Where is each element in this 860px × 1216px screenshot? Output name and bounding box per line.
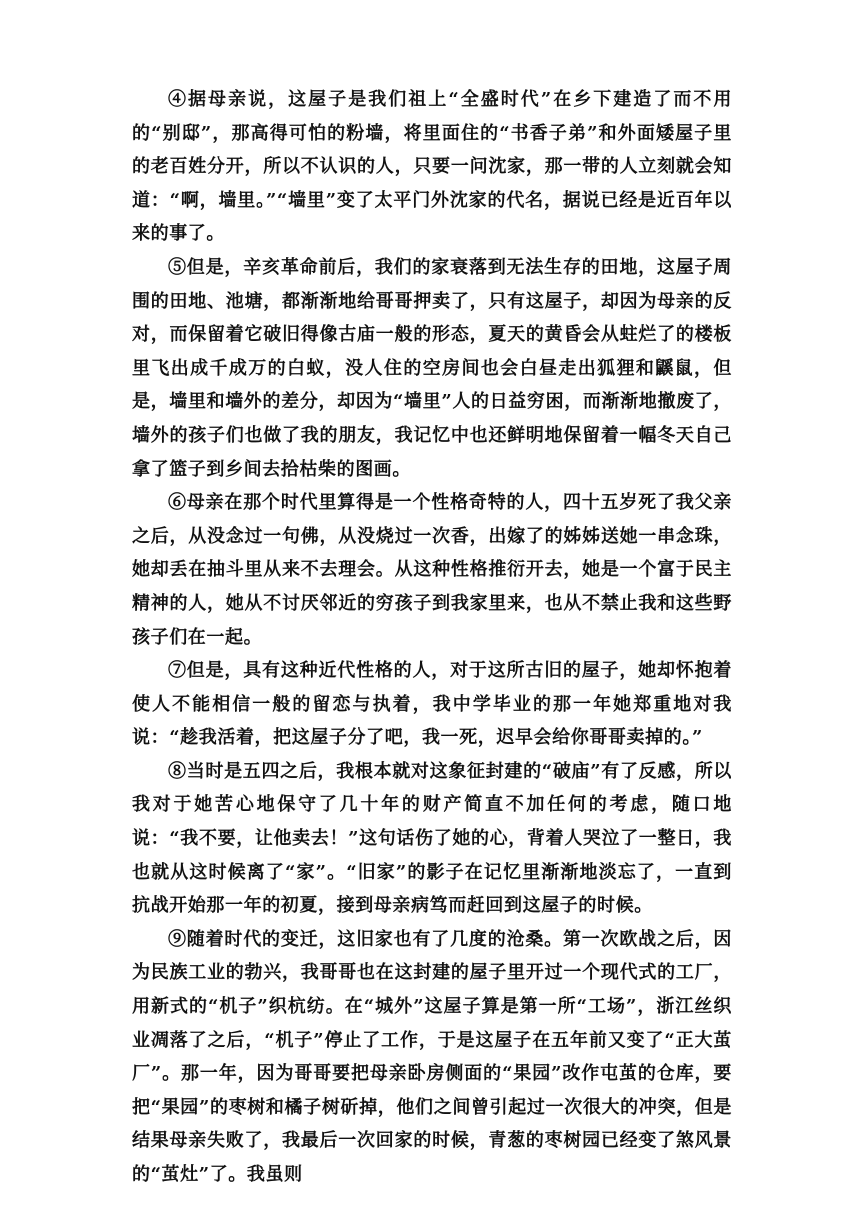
paragraph-5: ⑤但是，辛亥革命前后，我们的家衰落到无法生存的田地，这屋子周围的田地、池塘，都渐渐地给哥哥押卖了，只有这屋子，却因为母亲的反对，而保留着它破旧得像古庙一般的形态，夏天的黄昏会从蛀烂了的楼板里飞出成千成万的白蚁，没人住的空房间也会白昼走出狐狸和鼷鼠，但是，墙里和墙外的差分，却因为“墙里”人的日益穷困，而渐渐地撤废了，墙外的孩子们也做了我的朋友，我记忆中也还鲜明地保留着一幅冬天自己拿了篮子到乡间去拾枯柴的图画。 [132,256,732,480]
paragraph-6: ⑥母亲在那个时代里算得是一个性格奇特的人，四十五岁死了我父亲之后，从没念过一句佛，从没烧过一次香，出嫁了的姊姊送她一串念珠，她却丢在抽斗里从来不去理会。从这种性格推衍开去，她是一个富于民主精神的人，她从不讨厌邻近的穷孩子到我家里来，也从不禁止我和这些野孩子们在一起。 [132,492,732,648]
paragraph-9: ⑨随着时代的变迁，这旧家也有了几度的沧桑。第一次欧战之后，因为民族工业的勃兴，我哥哥也在这封建的屋子里开过一个现代式的工厂，用新式的“机子”织杭纺。在“城外”这屋子算是第一所“工场”，浙江丝织业凋落了之后，“机子”停止了工作，于是这屋子在五年前又变了“正大茧厂”。那一年，因为哥哥要把母亲卧房侧面的“果园”改作屯茧的仓库，要把“果园”的枣树和橘子树斫掉，他们之间曾引起过一次很大的冲突，但是结果母亲失败了，我最后一次回家的时候，青葱的枣树园已经变了煞风景的“茧灶”了。我虽则 [132,928,732,1185]
paragraph-8: ⑧当时是五四之后，我根本就对这象征封建的“破庙”有了反感，所以我对于她苦心地保守了几十年的财产简直不加任何的考虑，随口地说：“我不要，让他卖去！”这句话伤了她的心，背着人哭泣了一整日，我也就从这时候离了“家”。“旧家”的影子在记忆里渐渐地淡忘了，一直到抗战开始那一年的初夏，接到母亲病笃而赶回到这屋子的时候。 [132,760,732,917]
paragraph-4: ④据母亲说，这屋子是我们祖上“全盛时代”在乡下建造了而不用的“别邸”，那高得可怕的粉墙，将里面住的“书香子弟”和外面矮屋子里的老百姓分开，所以不认识的人，只要一问沈家，那一带的人立刻就会知道：“啊，墙里。”“墙里”变了太平门外沈家的代名，据说已经是近百年以来的事了。 [132,89,732,245]
paragraph-7: ⑦但是，具有这种近代性格的人，对于这所古旧的屋子，她却怀抱着使人不能相信一般的留恋与执着，我中学毕业的那一年她郑重地对我说：“趁我活着，把这屋子分了吧，我一死，迟早会给你哥哥卖掉的。” [132,660,732,749]
document-body [132,83,732,1192]
